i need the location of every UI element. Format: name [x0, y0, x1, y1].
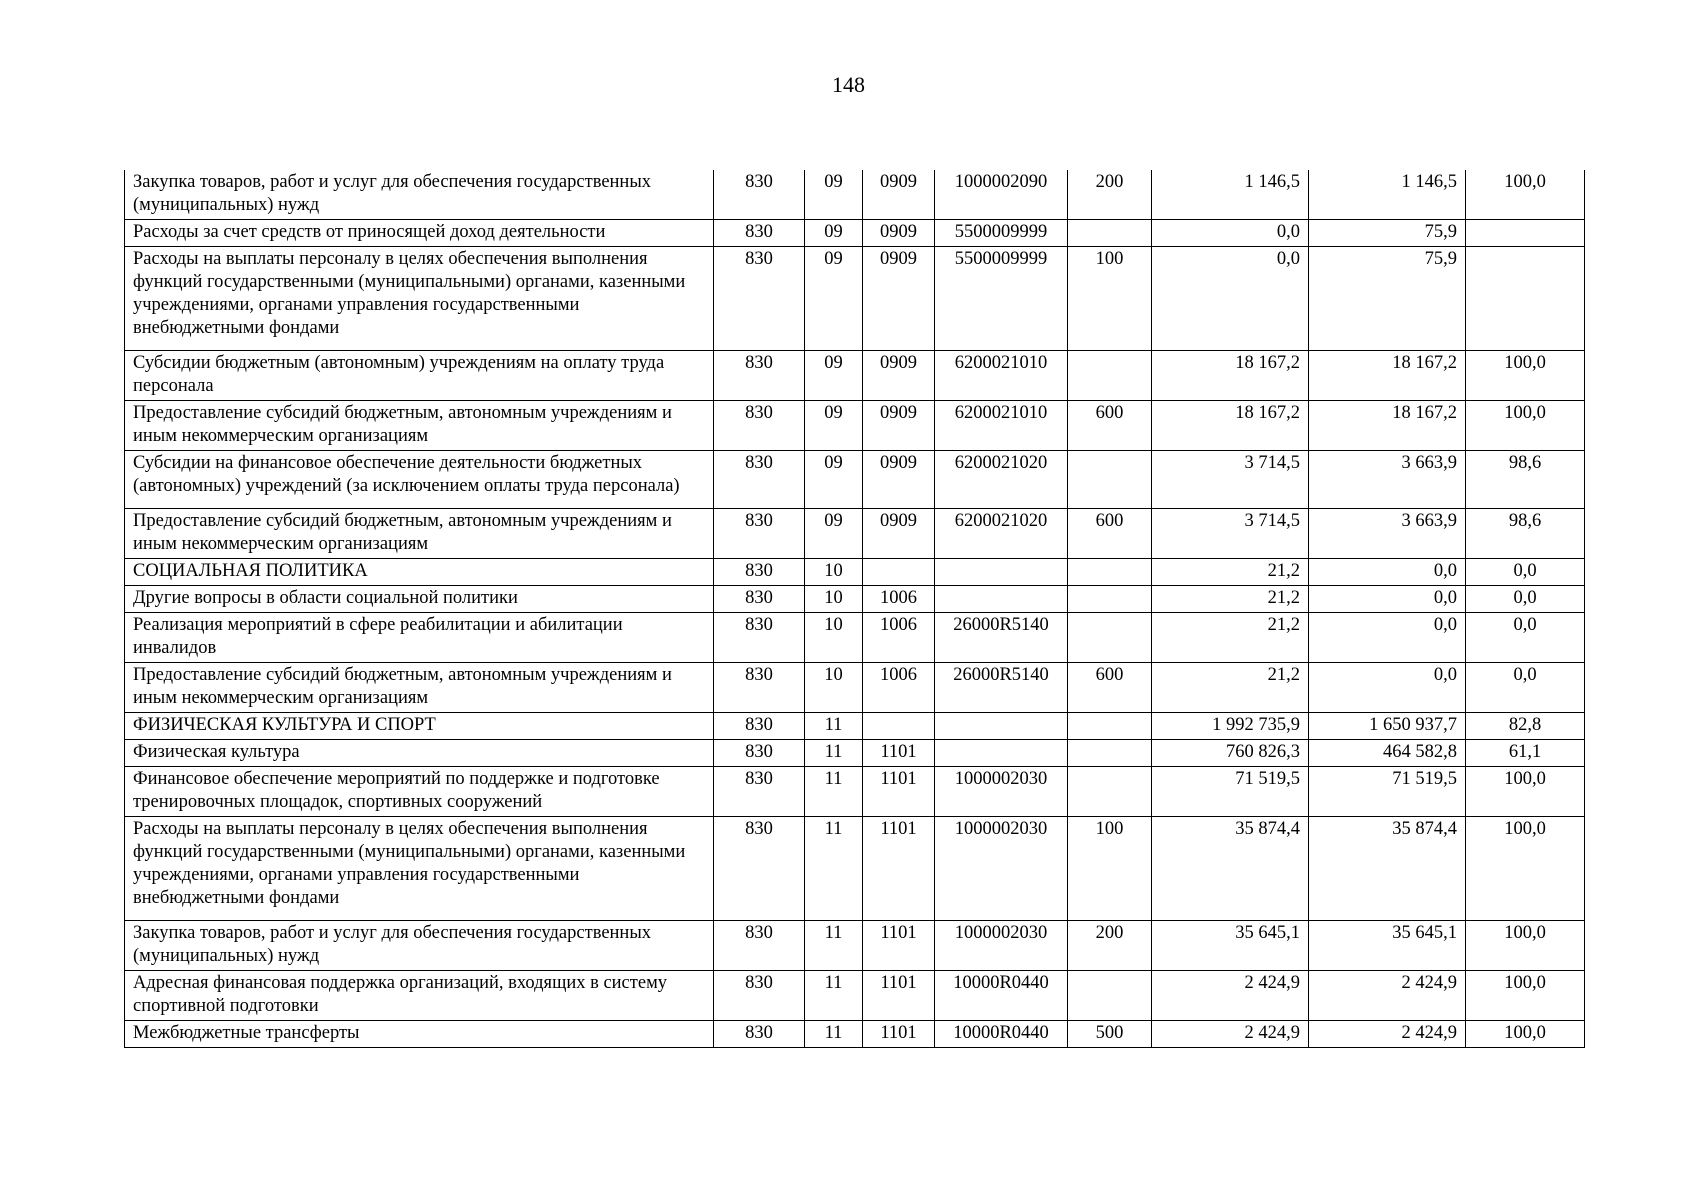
table-row [125, 971, 1585, 1021]
row-name-cell: Предоставление субсидий бюджетным, автономным учреждениям и иным некоммерческим организациям [125, 663, 714, 713]
row-percent-cell: 0,0 [1466, 663, 1585, 713]
page-number: 148 [832, 72, 865, 97]
row-section-cell: 09 [805, 220, 863, 247]
row-ved-cell: 830 [714, 170, 805, 220]
row-target-article-cell: 6200021010 [935, 351, 1068, 401]
row-percent-cell: 100,0 [1466, 401, 1585, 451]
row-subsection-cell: 1101 [863, 817, 935, 921]
row-ved-cell: 830 [714, 220, 805, 247]
row-plan-cell: 21,2 [1152, 586, 1309, 613]
row-plan-cell: 35 645,1 [1152, 921, 1309, 971]
table-row [125, 613, 1585, 663]
row-plan-cell: 21,2 [1152, 559, 1309, 586]
row-name-cell: СОЦИАЛЬНАЯ ПОЛИТИКА [125, 559, 714, 586]
row-subsection-cell: 1006 [863, 613, 935, 663]
row-name-cell: Реализация мероприятий в сфере реабилитации и абилитации инвалидов [125, 613, 714, 663]
row-subsection-cell: 0909 [863, 351, 935, 401]
row-ved-cell: 830 [714, 663, 805, 713]
row-name-cell: Межбюджетные трансферты [125, 1021, 714, 1048]
row-expense-type-cell: 100 [1068, 817, 1152, 921]
table-row [125, 817, 1585, 921]
row-subsection-cell: 1006 [863, 586, 935, 613]
row-plan-cell: 3 714,5 [1152, 509, 1309, 559]
row-target-article-cell [935, 586, 1068, 613]
table-row [125, 1021, 1585, 1048]
table-row [125, 663, 1585, 713]
row-fact-cell: 0,0 [1309, 559, 1466, 586]
row-percent-cell: 100,0 [1466, 921, 1585, 971]
row-percent-cell: 98,6 [1466, 451, 1585, 509]
row-percent-cell [1466, 247, 1585, 351]
row-name-cell: Другие вопросы в области социальной политики [125, 586, 714, 613]
row-target-article-cell: 5500009999 [935, 247, 1068, 351]
row-fact-cell: 18 167,2 [1309, 401, 1466, 451]
row-section-cell: 09 [805, 351, 863, 401]
row-subsection-cell: 1006 [863, 663, 935, 713]
row-expense-type-cell [1068, 740, 1152, 767]
row-name-cell: Финансовое обеспечение мероприятий по поддержке и подготовке тренировочных площадок, спортивных сооружений [125, 767, 714, 817]
row-section-cell: 10 [805, 663, 863, 713]
row-plan-cell: 2 424,9 [1152, 1021, 1309, 1048]
row-subsection-cell: 1101 [863, 971, 935, 1021]
row-section-cell: 10 [805, 586, 863, 613]
row-target-article-cell [935, 713, 1068, 740]
row-fact-cell: 1 650 937,7 [1309, 713, 1466, 740]
row-expense-type-cell: 600 [1068, 509, 1152, 559]
table-row [125, 509, 1585, 559]
row-subsection-cell: 1101 [863, 767, 935, 817]
row-ved-cell: 830 [714, 767, 805, 817]
row-target-article-cell: 10000R0440 [935, 971, 1068, 1021]
row-section-cell: 10 [805, 559, 863, 586]
row-plan-cell: 35 874,4 [1152, 817, 1309, 921]
row-plan-cell: 18 167,2 [1152, 351, 1309, 401]
row-fact-cell: 0,0 [1309, 663, 1466, 713]
row-target-article-cell: 26000R5140 [935, 613, 1068, 663]
row-expense-type-cell [1068, 351, 1152, 401]
row-plan-cell: 71 519,5 [1152, 767, 1309, 817]
table-row [125, 220, 1585, 247]
row-subsection-cell: 1101 [863, 921, 935, 971]
row-section-cell: 11 [805, 921, 863, 971]
row-fact-cell: 75,9 [1309, 220, 1466, 247]
row-percent-cell: 61,1 [1466, 740, 1585, 767]
row-name-cell: ФИЗИЧЕСКАЯ КУЛЬТУРА И СПОРТ [125, 713, 714, 740]
row-expense-type-cell [1068, 220, 1152, 247]
row-subsection-cell [863, 559, 935, 586]
row-fact-cell: 2 424,9 [1309, 971, 1466, 1021]
row-target-article-cell [935, 740, 1068, 767]
row-expense-type-cell: 200 [1068, 921, 1152, 971]
row-percent-cell: 100,0 [1466, 1021, 1585, 1048]
row-section-cell: 09 [805, 170, 863, 220]
row-target-article-cell: 6200021020 [935, 509, 1068, 559]
row-name-cell: Предоставление субсидий бюджетным, автономным учреждениям и иным некоммерческим организациям [125, 401, 714, 451]
row-ved-cell: 830 [714, 586, 805, 613]
row-expense-type-cell: 100 [1068, 247, 1152, 351]
row-plan-cell: 1 992 735,9 [1152, 713, 1309, 740]
row-plan-cell: 18 167,2 [1152, 401, 1309, 451]
row-expense-type-cell [1068, 586, 1152, 613]
row-percent-cell: 0,0 [1466, 613, 1585, 663]
row-ved-cell: 830 [714, 1021, 805, 1048]
row-section-cell: 11 [805, 817, 863, 921]
row-fact-cell: 2 424,9 [1309, 1021, 1466, 1048]
row-subsection-cell: 1101 [863, 740, 935, 767]
table-row [125, 586, 1585, 613]
table-body [125, 170, 1585, 1048]
row-name-cell: Расходы на выплаты персоналу в целях обеспечения выполнения функций государственными (муниципальными) органами, казенными учреждениями, органами управления государственными внебюджетными фондами [125, 817, 714, 921]
row-name-cell: Закупка товаров, работ и услуг для обеспечения государственных (муниципальных) нужд [125, 921, 714, 971]
row-fact-cell: 18 167,2 [1309, 351, 1466, 401]
row-name-cell: Предоставление субсидий бюджетным, автономным учреждениям и иным некоммерческим организациям [125, 509, 714, 559]
row-ved-cell: 830 [714, 247, 805, 351]
row-fact-cell: 3 663,9 [1309, 451, 1466, 509]
row-expense-type-cell [1068, 559, 1152, 586]
row-section-cell: 10 [805, 613, 863, 663]
row-percent-cell: 0,0 [1466, 559, 1585, 586]
row-expense-type-cell [1068, 971, 1152, 1021]
row-target-article-cell: 6200021010 [935, 401, 1068, 451]
table-row [125, 247, 1585, 351]
row-target-article-cell: 5500009999 [935, 220, 1068, 247]
row-ved-cell: 830 [714, 401, 805, 451]
row-subsection-cell: 0909 [863, 509, 935, 559]
table-row [125, 713, 1585, 740]
row-fact-cell: 3 663,9 [1309, 509, 1466, 559]
row-expense-type-cell [1068, 451, 1152, 509]
row-ved-cell: 830 [714, 451, 805, 509]
row-percent-cell [1466, 220, 1585, 247]
row-fact-cell: 0,0 [1309, 613, 1466, 663]
row-expense-type-cell: 500 [1068, 1021, 1152, 1048]
row-plan-cell: 2 424,9 [1152, 971, 1309, 1021]
row-name-cell: Расходы за счет средств от приносящей доход деятельности [125, 220, 714, 247]
row-target-article-cell: 10000R0440 [935, 1021, 1068, 1048]
table-row [125, 740, 1585, 767]
row-subsection-cell: 0909 [863, 401, 935, 451]
table-row [125, 767, 1585, 817]
row-section-cell: 11 [805, 713, 863, 740]
row-ved-cell: 830 [714, 559, 805, 586]
row-expense-type-cell [1068, 713, 1152, 740]
row-target-article-cell [935, 559, 1068, 586]
row-target-article-cell: 6200021020 [935, 451, 1068, 509]
row-name-cell: Расходы на выплаты персоналу в целях обеспечения выполнения функций государственными (муниципальными) органами, казенными учреждениями, органами управления государственными внебюджетными фондами [125, 247, 714, 351]
row-fact-cell: 35 874,4 [1309, 817, 1466, 921]
row-subsection-cell: 0909 [863, 451, 935, 509]
row-fact-cell: 75,9 [1309, 247, 1466, 351]
row-fact-cell: 35 645,1 [1309, 921, 1466, 971]
row-fact-cell: 71 519,5 [1309, 767, 1466, 817]
row-percent-cell: 98,6 [1466, 509, 1585, 559]
row-ved-cell: 830 [714, 509, 805, 559]
row-ved-cell: 830 [714, 351, 805, 401]
row-subsection-cell: 1101 [863, 1021, 935, 1048]
table-row [125, 170, 1585, 220]
table-row [125, 401, 1585, 451]
row-expense-type-cell: 600 [1068, 401, 1152, 451]
row-section-cell: 11 [805, 1021, 863, 1048]
budget-table [124, 170, 1585, 1048]
row-plan-cell: 760 826,3 [1152, 740, 1309, 767]
row-target-article-cell: 1000002030 [935, 921, 1068, 971]
row-section-cell: 09 [805, 509, 863, 559]
table-row [125, 559, 1585, 586]
row-ved-cell: 830 [714, 613, 805, 663]
row-ved-cell: 830 [714, 817, 805, 921]
row-expense-type-cell [1068, 767, 1152, 817]
row-target-article-cell: 1000002090 [935, 170, 1068, 220]
row-ved-cell: 830 [714, 921, 805, 971]
row-percent-cell: 0,0 [1466, 586, 1585, 613]
row-subsection-cell: 0909 [863, 220, 935, 247]
table-row [125, 921, 1585, 971]
table-row [125, 351, 1585, 401]
row-fact-cell: 464 582,8 [1309, 740, 1466, 767]
table-row [125, 451, 1585, 509]
row-section-cell: 09 [805, 451, 863, 509]
row-plan-cell: 21,2 [1152, 663, 1309, 713]
row-plan-cell: 21,2 [1152, 613, 1309, 663]
row-name-cell: Субсидии бюджетным (автономным) учреждениям на оплату труда персонала [125, 351, 714, 401]
row-section-cell: 11 [805, 767, 863, 817]
row-subsection-cell: 0909 [863, 247, 935, 351]
row-target-article-cell: 1000002030 [935, 817, 1068, 921]
row-expense-type-cell [1068, 613, 1152, 663]
row-subsection-cell: 0909 [863, 170, 935, 220]
row-name-cell: Субсидии на финансовое обеспечение деятельности бюджетных (автономных) учреждений (за исключением оплаты труда персонала) [125, 451, 714, 509]
row-ved-cell: 830 [714, 740, 805, 767]
row-section-cell: 11 [805, 971, 863, 1021]
row-target-article-cell: 1000002030 [935, 767, 1068, 817]
row-name-cell: Адресная финансовая поддержка организаций, входящих в систему спортивной подготовки [125, 971, 714, 1021]
row-section-cell: 11 [805, 740, 863, 767]
row-ved-cell: 830 [714, 971, 805, 1021]
row-expense-type-cell: 200 [1068, 170, 1152, 220]
row-plan-cell: 3 714,5 [1152, 451, 1309, 509]
row-percent-cell: 100,0 [1466, 767, 1585, 817]
row-expense-type-cell: 600 [1068, 663, 1152, 713]
row-percent-cell: 82,8 [1466, 713, 1585, 740]
row-section-cell: 09 [805, 247, 863, 351]
row-plan-cell: 0,0 [1152, 247, 1309, 351]
row-target-article-cell: 26000R5140 [935, 663, 1068, 713]
row-fact-cell: 1 146,5 [1309, 170, 1466, 220]
row-plan-cell: 0,0 [1152, 220, 1309, 247]
row-plan-cell: 1 146,5 [1152, 170, 1309, 220]
row-ved-cell: 830 [714, 713, 805, 740]
row-section-cell: 09 [805, 401, 863, 451]
row-percent-cell: 100,0 [1466, 817, 1585, 921]
row-percent-cell: 100,0 [1466, 971, 1585, 1021]
row-name-cell: Закупка товаров, работ и услуг для обеспечения государственных (муниципальных) нужд [125, 170, 714, 220]
row-fact-cell: 0,0 [1309, 586, 1466, 613]
row-name-cell: Физическая культура [125, 740, 714, 767]
row-subsection-cell [863, 713, 935, 740]
row-percent-cell: 100,0 [1466, 170, 1585, 220]
row-percent-cell: 100,0 [1466, 351, 1585, 401]
